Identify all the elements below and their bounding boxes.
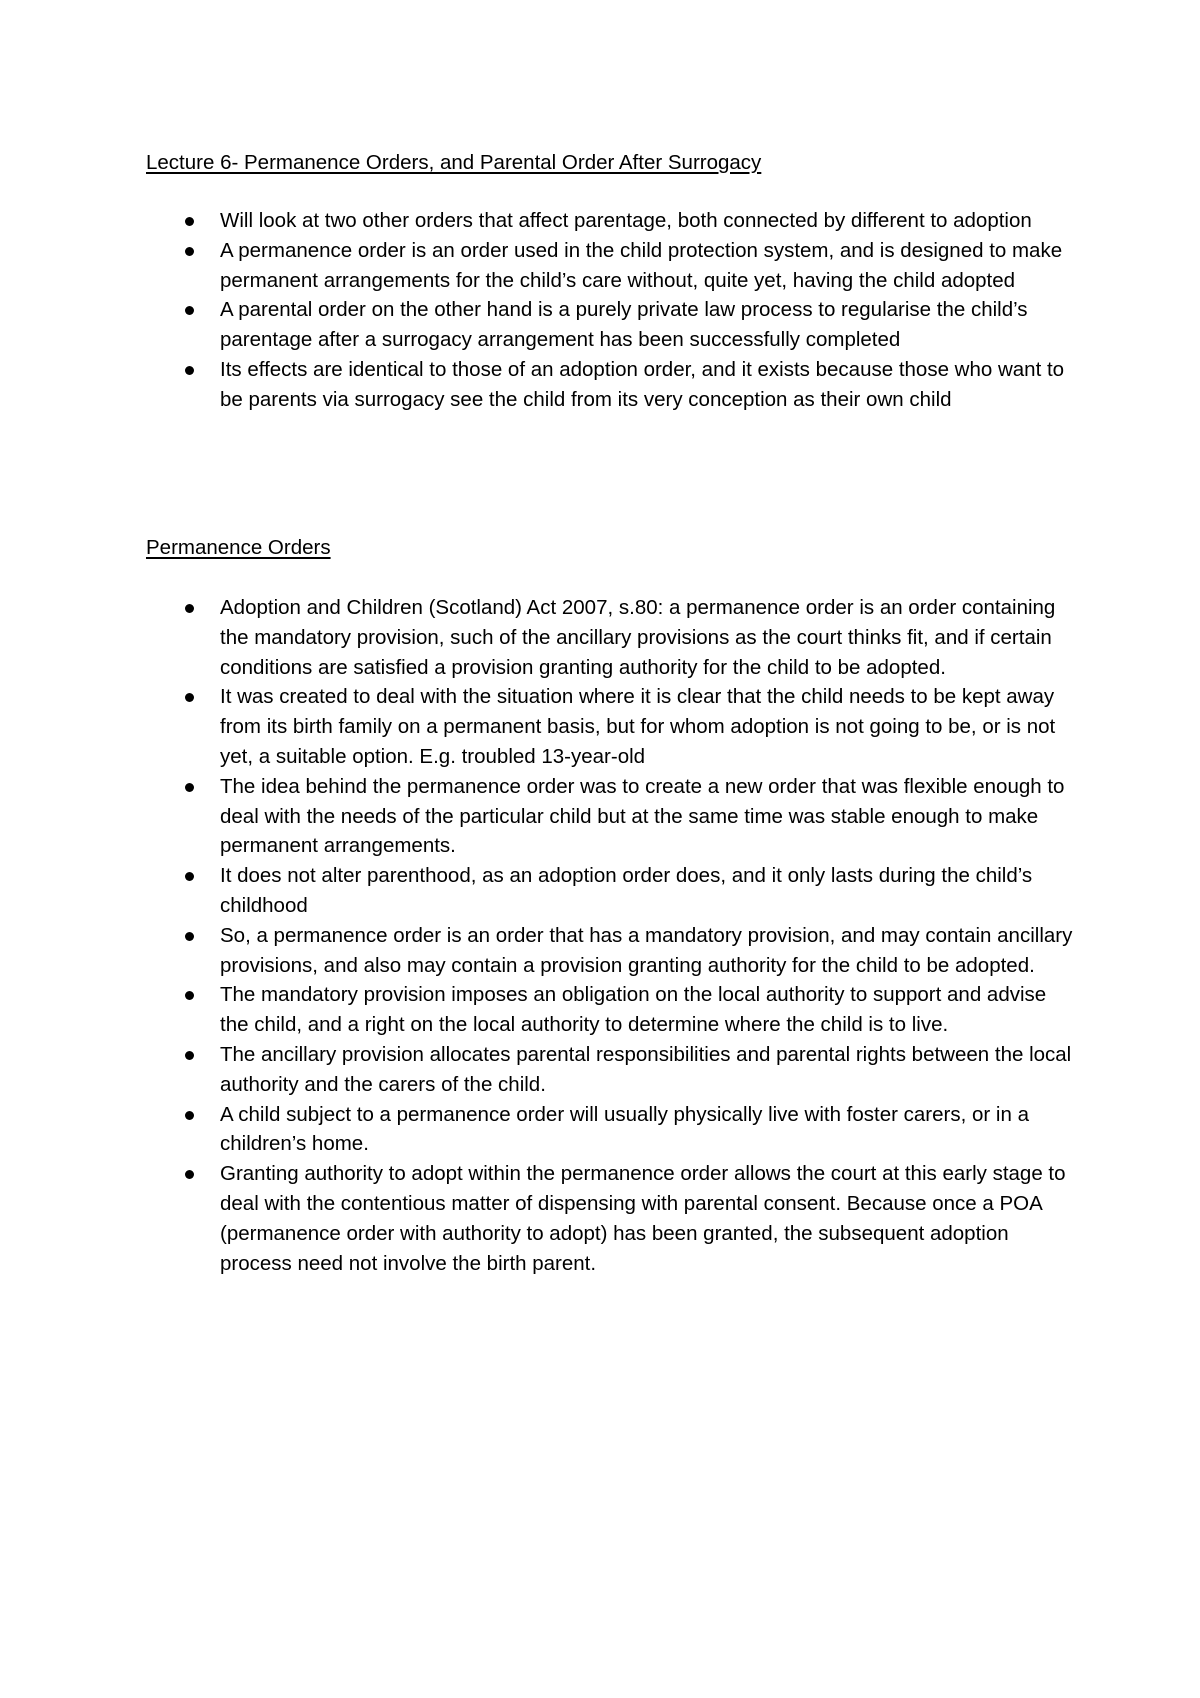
bullet-icon [185, 217, 194, 226]
bullet-icon [185, 306, 194, 315]
list-item-text: It does not alter parenthood, as an adoption order does, and it only lasts during the child’s childhood [220, 864, 1033, 917]
list-item-text: Will look at two other orders that affect parentage, both connected by different to adoption [220, 209, 1032, 232]
list-item [220, 206, 1080, 236]
list-item [220, 1100, 1080, 1160]
list-item-text: The mandatory provision imposes an obligation on the local authority to support and advise the child, and a right on the local authority to determine where the child is to live. [220, 983, 1047, 1037]
list-item [220, 861, 1080, 921]
bullet-icon [185, 872, 194, 881]
list-item [220, 295, 1080, 355]
bullet-icon [185, 247, 194, 256]
list-item [220, 1040, 1080, 1100]
intro-bullet-list [220, 206, 1080, 415]
bullet-icon [185, 366, 194, 375]
list-item-text: Granting authority to adopt within the permanence order allows the court at this early stage to deal with the contentious matter of dispensing with parental consent. Because once a POA (permanence order with authority to adopt) has been granted, the subsequent adoption process need not involve the birth parent. [220, 1162, 1066, 1275]
list-item-text: Its effects are identical to those of an adoption order, and it exists because those who want to be parents via surrogacy see the child from its very conception as their own child [220, 357, 1065, 411]
bullet-icon [185, 604, 194, 613]
bullet-icon [185, 1170, 194, 1179]
list-item [220, 1159, 1080, 1278]
list-item [220, 593, 1080, 682]
list-item-text: The idea behind the permanence order was to create a new order that was flexible enough to deal with the needs of the particular child but at the same time was stable enough to make permanent arrangements. [220, 774, 1065, 858]
lecture-title: Lecture 6- Permanence Orders, and Parental Order After Surrogacy [146, 151, 762, 174]
list-item [220, 921, 1080, 981]
bullet-icon [185, 991, 194, 1000]
list-item-text: It was created to deal with the situation where it is clear that the child needs to be kept away from its birth family on a permanent basis, but for whom adoption is not going to be, or is not yet, a suitable option. E.g. troubled 13-year-old [220, 685, 1056, 768]
list-item-text: A parental order on the other hand is a purely private law process to regularise the child’s parentage after a surrogacy arrangement has been successfully completed [220, 298, 1028, 352]
bullet-icon [185, 1111, 194, 1120]
bullet-icon [185, 783, 194, 792]
list-item [220, 980, 1080, 1040]
list-item-text: A permanence order is an order used in the child protection system, and is designed to make permanent arrangements for the child’s care without, quite yet, having the child adopted [220, 238, 1063, 292]
section-heading: Permanence Orders [146, 536, 331, 559]
list-item-text: The ancillary provision allocates parental responsibilities and parental rights between the local authority and the carers of the child. [220, 1042, 1072, 1096]
list-item [220, 236, 1080, 296]
bullet-icon [185, 1051, 194, 1060]
list-item-text: Adoption and Children (Scotland) Act 2007, s.80: a permanence order is an order containing the mandatory provision, such of the ancillary provisions as the court thinks fit, and if certain conditions are satisfied a provision granting authority for the child to be adopted. [220, 596, 1056, 679]
permanence-bullet-list [220, 593, 1080, 1278]
list-item [220, 772, 1080, 861]
bullet-icon [185, 932, 194, 941]
list-item [220, 355, 1080, 415]
list-item-text: So, a permanence order is an order that has a mandatory provision, and may contain ancillary provisions, and also may contain a provision granting authority for the child to be adopted. [220, 923, 1073, 977]
bullet-icon [185, 693, 194, 702]
list-item-text: A child subject to a permanence order will usually physically live with foster carers, or in a children’s home. [220, 1102, 1029, 1156]
list-item [220, 682, 1080, 771]
